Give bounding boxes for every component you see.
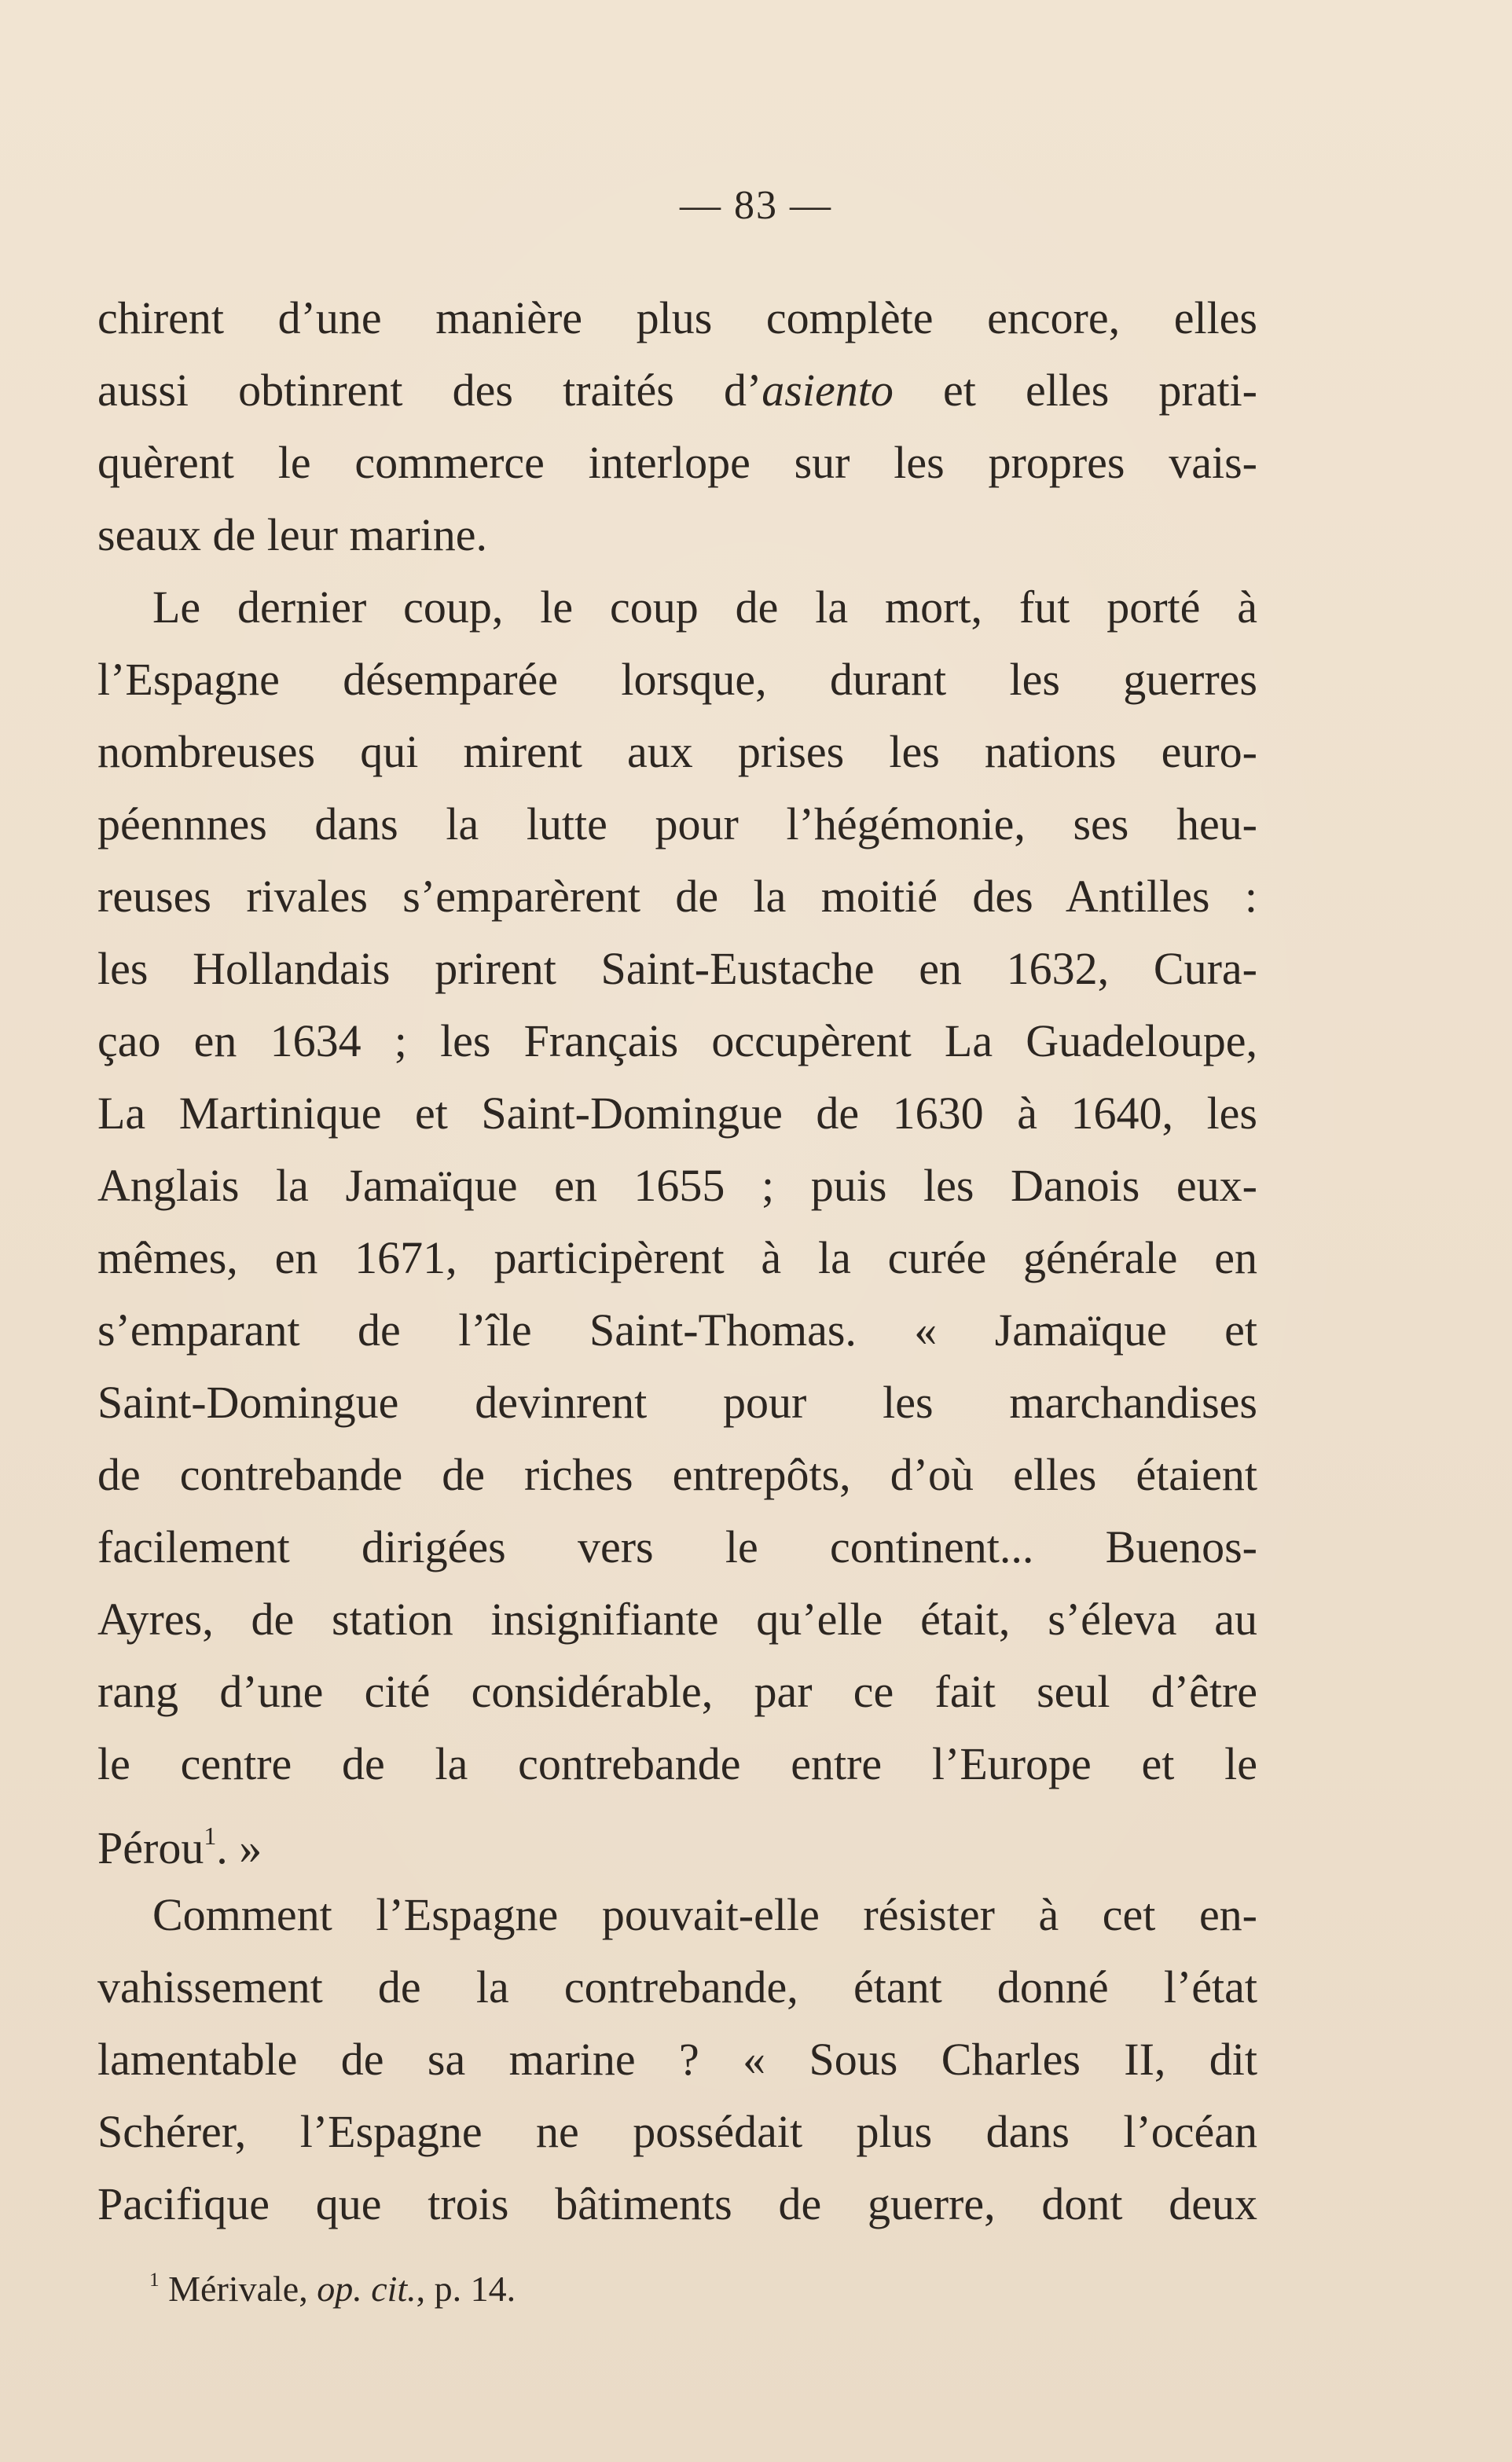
footnote-reference: 1 — [204, 1822, 217, 1850]
text-line: nombreuses qui mirent aux prises les nations euro- — [97, 726, 1257, 777]
footnote-marker: 1 — [149, 2269, 160, 2291]
text-line: Pacifique que trois bâtiments de guerre, dont deux — [97, 2178, 1257, 2229]
text-line: Ayres, de station insignifiante qu’elle était, s’éleva au — [97, 1594, 1257, 1645]
footnote-author: Mérivale, — [159, 2268, 317, 2309]
text-fragment: et elles prati- — [893, 365, 1257, 416]
text-line: Anglais la Jamaïque en 1655 ; puis les Danois eux- — [97, 1160, 1257, 1211]
text-line: Le dernier coup, le coup de la mort, fut porté à — [152, 582, 1257, 633]
text-line: çao en 1634 ; les Français occupèrent La Guadeloupe, — [97, 1015, 1257, 1066]
text-line: quèrent le commerce interlope sur les propres vais- — [97, 437, 1257, 488]
text-fragment: Pérou — [97, 1822, 204, 1873]
text-line: l’Espagne désemparée lorsque, durant les guerres — [97, 654, 1257, 705]
text-line: facilement dirigées vers le continent... Buenos- — [97, 1521, 1257, 1572]
text-line — [97, 1801, 1257, 1872]
text-line: Schérer, l’Espagne ne possédait plus dans l’océan — [97, 2106, 1257, 2157]
footnote-citation: op. cit. — [317, 2268, 417, 2309]
text-line: La Martinique et Saint-Domingue de 1630 à 1640, les — [97, 1088, 1257, 1139]
text-fragment: . » — [216, 1822, 262, 1873]
text-line: chirent d’une manière plus complète encore, elles — [97, 292, 1257, 343]
text-line: seaux de leur marine. — [97, 509, 488, 560]
text-line: péennnes dans la lutte pour l’hégémonie, ses heu- — [97, 798, 1257, 849]
text-line: mêmes, en 1671, participèrent à la curée générale en — [97, 1232, 1257, 1283]
footnote — [149, 2252, 516, 2317]
text-line: les Hollandais prirent Saint-Eustache en 1632, Cura- — [97, 943, 1257, 994]
text-line: Saint-Domingue devinrent pour les marchandises — [97, 1377, 1257, 1428]
text-fragment: aussi obtinrent des traités d’ — [97, 365, 762, 416]
text-line: de contrebande de riches entrepôts, d’où elles étaient — [97, 1449, 1257, 1500]
italic-term: asiento — [762, 365, 894, 416]
footnote-page: , p. 14. — [416, 2268, 516, 2309]
text-line: vahissement de la contrebande, étant donné l’état — [97, 1961, 1257, 2013]
page-number: — 83 — — [680, 183, 832, 228]
text-line: Comment l’Espagne pouvait-elle résister à cet en- — [152, 1889, 1257, 1940]
text-line: lamentable de sa marine ? « Sous Charles II, dit — [97, 2034, 1257, 2085]
text-line: le centre de la contrebande entre l’Europe et le — [97, 1738, 1257, 1789]
text-line: rang d’une cité considérable, par ce fait seul d’être — [97, 1666, 1257, 1717]
text-line — [97, 355, 1257, 426]
text-line: reuses rivales s’emparèrent de la moitié des Antilles : — [97, 871, 1257, 922]
text-line: s’emparant de l’île Saint-Thomas. « Jamaïque et — [97, 1304, 1257, 1356]
